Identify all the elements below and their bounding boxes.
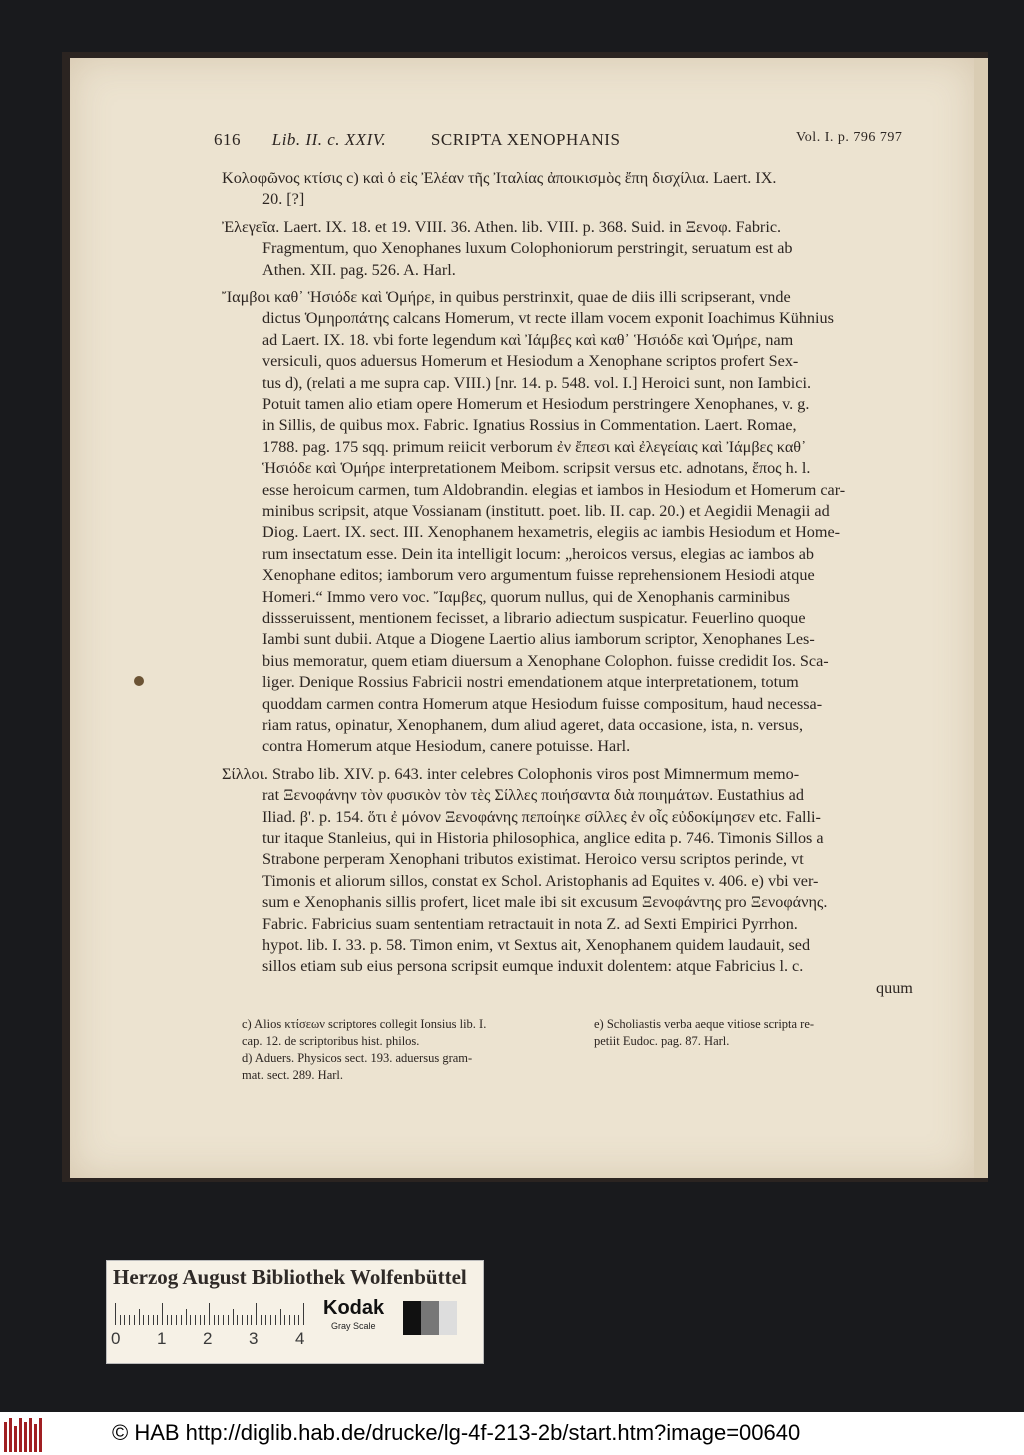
text-line: Fragmentum, quo Xenophanes luxum Colophoniorum perstringit, seruatum est ab [262, 239, 793, 258]
text-line: Timonis et aliorum sillos, constat ex Schol. Aristophanis ad Equites v. 406. e) vbi ver- [262, 871, 819, 890]
copyright-url[interactable]: © HAB http://diglib.hab.de/drucke/lg-4f-213-2b/start.htm?image=00640 [112, 1420, 801, 1445]
text-line: rat Ξενοφάνην τὸν φυσικὸν τὸν τὲς Σίλλες ποιήσαντα διὰ ποιημάτων. Eustathius ad [262, 786, 804, 805]
text-line: bius memoratur, quem etiam diuersum a Xenophane Colophon. fuisse credidit Ios. Sca- [262, 651, 829, 670]
gray-swatch [403, 1301, 421, 1335]
ruler-tick [181, 1315, 182, 1325]
text-line: Κολοφῶνος κτίσις c) καὶ ὁ εἰς Ἐλέαν τῆς Ἰταλίας ἀποικισμὸς ἔπη δισχίλια. Laert. IX. [222, 169, 777, 187]
text-line: sillos etiam sub eius persona scripsit eumque induxit dolentem: atque Fabricius l. c. [262, 957, 804, 976]
text-line: 1788. pag. 175 sqq. primum reiicit verborum ἐν ἔπεσι καὶ ἐλεγείαις καὶ Ἰάμβες καθ᾽ [262, 437, 807, 456]
ruler-tick [294, 1315, 295, 1325]
ruler-tick [280, 1309, 281, 1325]
text-line: Ἐλεγεῖα. Laert. IX. 18. et 19. VIII. 36. Athen. lib. VIII. p. 368. Suid. in Ξενοφ. Fabric. [222, 217, 782, 236]
footer-bar [0, 1412, 1024, 1455]
ruler-tick [218, 1315, 219, 1325]
text-line: quum [876, 978, 913, 997]
ruler-tick [251, 1315, 252, 1325]
gray-swatch [439, 1301, 457, 1335]
text-line: Homeri.“ Immo vero voc. Ἴαμβες, quorum nullus, qui de Xenophanis carminibus [262, 587, 790, 606]
text-line: Σίλλοι. Strabo lib. XIV. p. 643. inter celebres Colophonis viros post Mimnermum memo- [222, 764, 800, 783]
text-line: Potuit tamen alio etiam opere Homerum et Hesiodum perstringere Xenophanes, v. g. [262, 395, 810, 413]
ruler-tick [303, 1303, 304, 1325]
text-line: tus d), (relati a me supra cap. VIII.) [nr. 14. p. 548. vol. I.] Heroici sunt, non Iambici. [262, 373, 812, 392]
ruler-tick [270, 1315, 271, 1325]
ruler-tick [233, 1309, 234, 1325]
ruler-tick [209, 1303, 210, 1325]
ruler-tick [289, 1315, 290, 1325]
ruler-tick [247, 1315, 248, 1325]
page-edge [974, 58, 988, 1178]
text-line: 20. [?] [262, 190, 305, 209]
ruler-tick [265, 1315, 266, 1325]
ruler-tick [195, 1315, 196, 1325]
ruler-tick [171, 1315, 172, 1325]
chapter-ref: Lib. II. c. XXIV. [271, 130, 387, 149]
ruler-tick [134, 1315, 135, 1325]
text-line: Strabone perperam Xenophani tributos existimat. Heroico versu scriptos perinde, vt [262, 850, 804, 869]
running-header [214, 130, 903, 150]
ruler-tick [167, 1315, 168, 1325]
color-calibration-bar [106, 1260, 484, 1364]
text-line: esse heroicum carmen, tum Aldobrandin. elegias et iambos in Hesiodum et Homerum car- [262, 480, 846, 499]
text-line: versiculi, quos aduersus Homerum et Hesiodum a Xenophane scriptos profert Sex- [262, 352, 799, 371]
ruler-tick [115, 1303, 116, 1325]
ruler-tick [186, 1309, 187, 1325]
ruler-tick [124, 1315, 125, 1325]
footnote-line: c) Alios κτίσεων scriptores collegit Ionsius lib. I. [242, 1017, 487, 1031]
ruler-tick [256, 1303, 257, 1325]
text-line: ad Laert. IX. 18. vbi forte legendum καὶ Ἰάμβες καὶ καθ᾽ Ἡσιόδε καὶ Ὁμήρε, nam [262, 330, 794, 349]
stain-mark [134, 676, 144, 686]
ruler-tick [200, 1315, 201, 1325]
page-title: SCRIPTA XENOPHANIS [430, 130, 621, 149]
ruler-tick [139, 1309, 140, 1325]
footnote-line: mat. sect. 289. Harl. [242, 1068, 344, 1082]
gray-scale-label: Gray Scale [331, 1321, 376, 1331]
ruler-number: 4 [295, 1329, 305, 1348]
ruler-number: 1 [157, 1329, 167, 1348]
footnotes-right [594, 1016, 814, 1050]
footnote-line: d) Aduers. Physicos sect. 193. aduersus gram- [242, 1051, 473, 1065]
text-line: Athen. XII. pag. 526. A. Harl. [262, 260, 456, 279]
text-line: Ἴαμβοι καθ᾽ Ἡσιόδε καὶ Ὁμήρε, in quibus perstrinxit, quae de diis illi scripserant, vnde [222, 288, 791, 306]
ruler-tick [228, 1315, 229, 1325]
ruler [115, 1301, 315, 1325]
ruler-tick [261, 1315, 262, 1325]
gray-swatch [421, 1301, 439, 1335]
text-line: hypot. lib. I. 33. p. 58. Timon enim, vt Sextus ait, Xenophanem quidem laudauit, sed [262, 936, 811, 954]
text-line: Iliad. β'. p. 154. ὅτι ἐ μόνον Ξενοφάνης πεποίηκε σίλλες ἐν οἷς εὐδοκίμησεν etc. Falli- [262, 807, 821, 826]
footnote-line: cap. 12. de scriptoribus hist. philos. [242, 1034, 420, 1048]
ruler-tick [298, 1315, 299, 1325]
ruler-tick [153, 1315, 154, 1325]
text-line: sum e Xenophanis sillis profert, licet male ibi sit excusum Ξενοφάντης pro Ξενοφάνης. [262, 893, 828, 912]
ruler-tick [275, 1315, 276, 1325]
text-line: dictus Ὁμηροπάτης calcans Homerum, vt recte illam vocem exponit Ioachimus Kühnius [262, 309, 834, 328]
ruler-tick [190, 1315, 191, 1325]
text-line: Fabric. Fabricius suam sententiam retractauit in nota Z. ad Sexti Empirici Pyrrhon. [262, 914, 798, 933]
library-name: Herzog August Bibliothek Wolfenbüttel [113, 1265, 467, 1289]
text-line: liger. Denique Rossius Fabricii nostri emendationem atque interpretationem, totum [262, 673, 799, 692]
ruler-tick [214, 1315, 215, 1325]
text-line: tur itaque Stanleius, qui in Historia philosophica, anglice edita p. 746. Timonis Sillos a [262, 829, 824, 847]
text-line: minibus scripsit, atque Vossianam (institutt. poet. lib. II. cap. 20.) et Aegidii Menagii ad [262, 502, 830, 520]
text-line: Ἡσιόδε καὶ Ὁμήρε interpretationem Meibom. scripsit versus etc. adnotans, ἔπος h. l. [262, 459, 811, 478]
kodak-logo: Kodak [323, 1297, 385, 1319]
hab-logo-icon [4, 1414, 46, 1452]
ruler-tick [129, 1315, 130, 1325]
text-line: quoddam carmen contra Homerum atque Hesiodum fuisse compositum, haud necessa- [262, 694, 823, 713]
text-line: dissseruissent, mentionem fecisset, a librario adiectum suspicatur. Feuerlino quoque [262, 609, 806, 627]
text-line: contra Homerum atque Hesiodum, canere potuisse. Harl. [262, 737, 631, 756]
ruler-tick [120, 1315, 121, 1325]
text-line: Iambi sunt dubii. Atque a Diogene Laertio alius iamborum scriptor, Xenophanes Les- [262, 630, 815, 649]
ruler-tick [176, 1315, 177, 1325]
text-line: rum insectatum esse. Dein ita intelligit locum: „heroicos versus, elegias ac iambos ab [262, 544, 815, 563]
ruler-number: 3 [249, 1329, 259, 1348]
footnotes-left [242, 1016, 486, 1084]
ruler-tick [157, 1315, 158, 1325]
ruler-tick [143, 1315, 144, 1325]
page-number: 616 [214, 130, 241, 149]
text-line: Diog. Laert. IX. sect. III. Xenophanem hexametris, elegiis ac iambis Hesiodum et Home- [262, 523, 841, 542]
ruler-number: 0 [111, 1329, 121, 1348]
volume-ref: Vol. I. p. 796 797 [796, 130, 903, 145]
ruler-tick [284, 1315, 285, 1325]
text-line: Xenophane editos; iamborum vero argumentum fuisse reprehensionem Hesiodi atque [262, 566, 815, 585]
footnote-line: e) Scholiastis verba aeque vitiose scripta re- [594, 1017, 815, 1031]
text-line: riam ratus, opinatur, Xenophanem, dum aliud ageret, data occasione, ista, n. versus, [262, 716, 804, 734]
text-line: in Sillis, de quibus mox. Fabric. Ignatius Rossius in Commentation. Laert. Romae, [262, 416, 797, 435]
ruler-tick [148, 1315, 149, 1325]
ruler-tick [162, 1303, 163, 1325]
ruler-tick [204, 1315, 205, 1325]
ruler-tick [242, 1315, 243, 1325]
ruler-tick [223, 1315, 224, 1325]
ruler-number: 2 [203, 1329, 213, 1348]
footnote-line: petiit Eudoc. pag. 87. Harl. [594, 1034, 730, 1048]
ruler-tick [237, 1315, 238, 1325]
